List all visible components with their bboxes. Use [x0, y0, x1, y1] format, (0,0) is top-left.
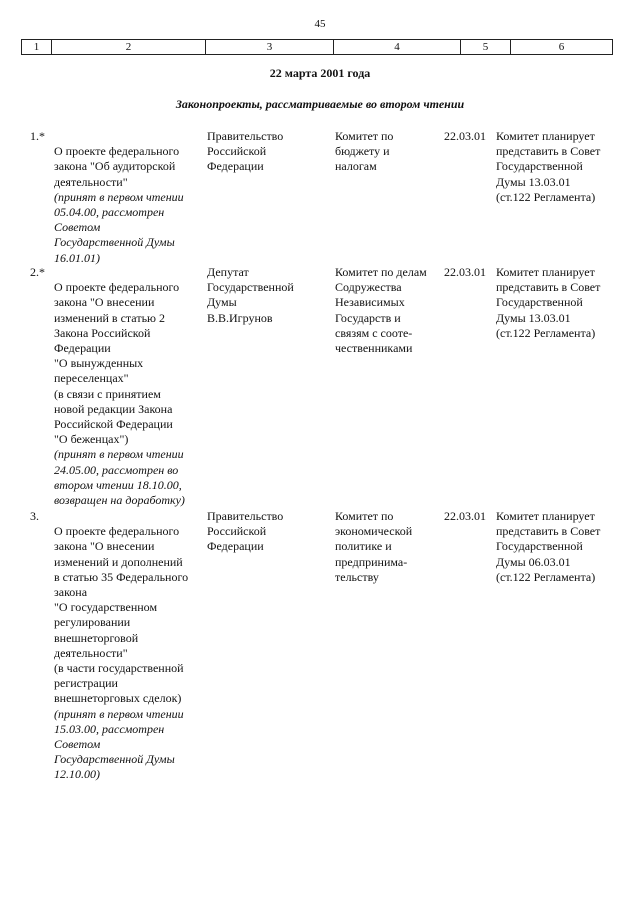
- entry-number: 3.: [30, 509, 39, 523]
- bill-title: [54, 265, 202, 523]
- entry-number: 2.*: [30, 265, 45, 279]
- committee-plan: Комитет планирует представить в Совет Государственной Думы 13.03.01 (ст.122 Регламента): [496, 129, 601, 204]
- column-number-2: 2: [52, 40, 206, 54]
- column-number-4: 4: [334, 40, 461, 54]
- entry-number: 1.*: [30, 129, 45, 143]
- bill-title-text: О проекте федерального закона "О внесении изменений и дополнений в статью 35 Федерального закона "О государственном регулировании внешнеторговой деятельности" (в части государственной регистрации внешнеторговых сделок): [54, 524, 189, 706]
- bill-author: Правительство Российской Федерации: [207, 129, 284, 174]
- responsible-committee: Комитет по делам Содружества Независимых Государств и связям с сооте- чественниками: [335, 265, 427, 356]
- consideration-date: 22.03.01: [444, 509, 486, 523]
- bill-title-text: О проекте федерального закона "Об аудиторской деятельности": [54, 144, 180, 189]
- column-number-1: 1: [22, 40, 52, 54]
- reading-status-note: (принят в первом чтении 24.05.00, рассмотрен во втором чтении 18.10.00, возвращен на доработку): [54, 447, 185, 508]
- bill-title: [54, 509, 202, 798]
- responsible-committee: Комитет по экономической политике и предпринима- тельству: [335, 509, 413, 584]
- consideration-date: 22.03.01: [444, 265, 486, 279]
- consideration-date: 22.03.01: [444, 129, 486, 143]
- column-number-3: 3: [206, 40, 334, 54]
- bill-author: Депутат Государственной Думы В.В.Игрунов: [207, 265, 294, 325]
- reading-status-note: (принят в первом чтении 05.04.00, рассмотрен Советом Государственной Думы 16.01.01): [54, 189, 184, 265]
- committee-plan: Комитет планирует представить в Совет Государственной Думы 06.03.01 (ст.122 Регламента): [496, 509, 601, 584]
- bill-title: [54, 129, 202, 281]
- page-number: 45: [314, 18, 326, 30]
- column-number-header: [21, 39, 613, 55]
- date-heading: 22 марта 2001 года: [269, 66, 371, 80]
- reading-status-note: (принят в первом чтении 15.03.00, рассмотрен Советом Государственной Думы 12.10.00): [54, 706, 184, 782]
- responsible-committee: Комитет по бюджету и налогам: [335, 129, 394, 174]
- column-number-6: 6: [558, 41, 565, 53]
- bill-author: Правительство Российской Федерации: [207, 509, 284, 554]
- section-heading: Законопроекты, рассматриваемые во втором чтении: [175, 97, 465, 111]
- bill-title-text: О проекте федерального закона "О внесении изменений в статью 2 Закона Российской Федерации "О вынужденных переселенцах" (в связи с принятием новой редакции Закона Российской Федерации "О беженцах"): [54, 280, 180, 447]
- column-number-5: 5: [461, 40, 511, 54]
- committee-plan: Комитет планирует представить в Совет Государственной Думы 13.03.01 (ст.122 Регламента): [496, 265, 601, 340]
